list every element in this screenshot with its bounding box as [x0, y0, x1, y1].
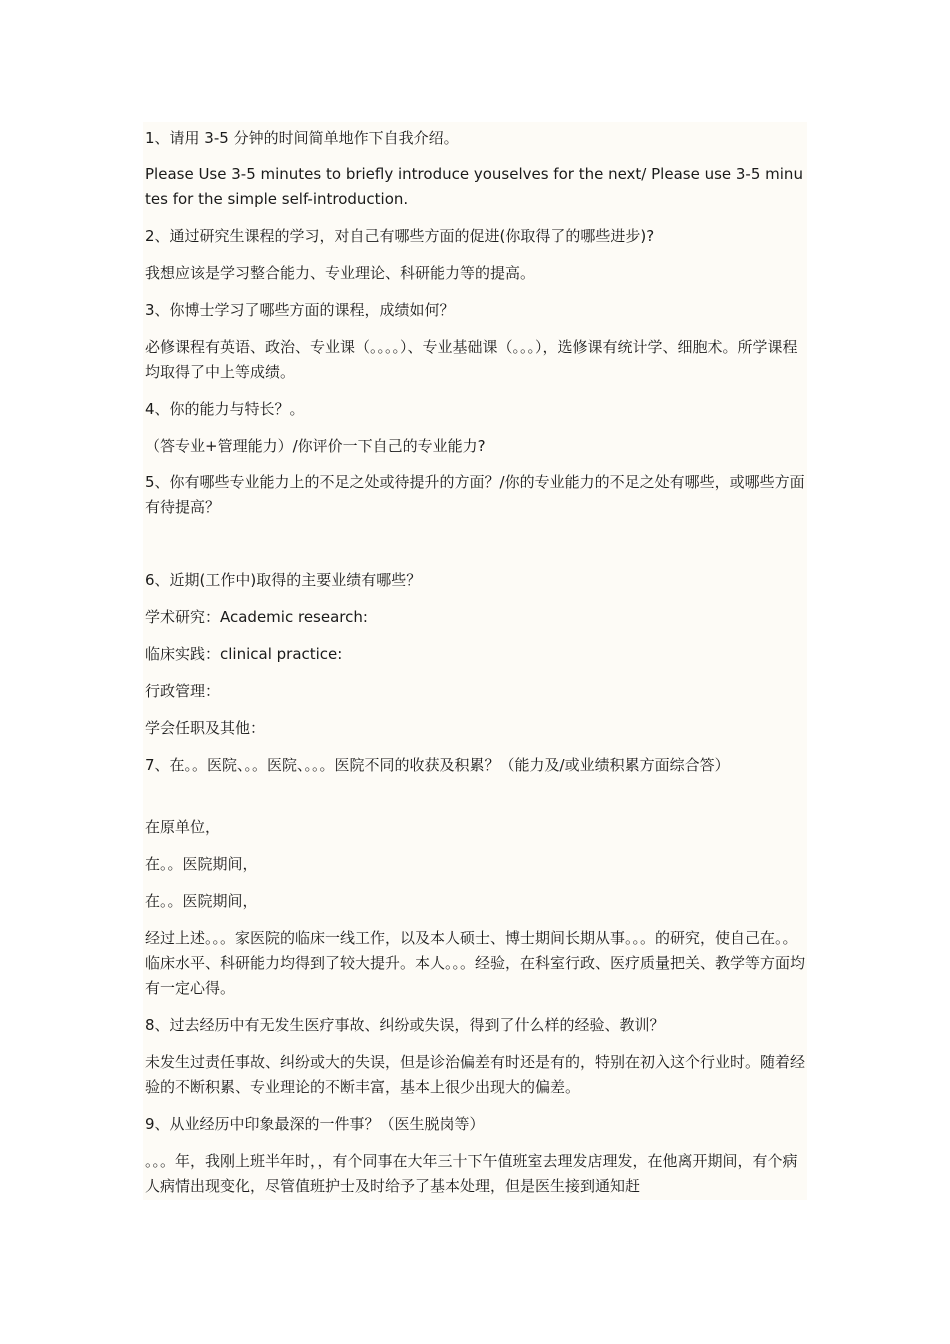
question-8: 8、过去经历中有无发生医疗事故、纠纷或失误，得到了什么样的经验、教训？ [145, 1016, 665, 1034]
question-4: 4、你的能力与特长？。 [145, 400, 305, 418]
answer-9: 。。。年，我刚上班半年时，，有个同事在大年三十下午值班室去理发店理发，在他离开期间，有个病人病情出现变化，尽管值班护士及时给予了基本处理，但是医生接到通知赶 [145, 1152, 798, 1195]
answer-6-academic: 学术研究：Academic research: [145, 608, 368, 626]
answer-7-summary: 经过上述。。。家医院的临床一线工作，以及本人硕士、博士期间长期从事。。。的研究，使自己在。。临床水平、科研能力均得到了较大提升。本人。。。经验，在科室行政、医疗质量把关、教学等方面均有一定心得。 [145, 929, 806, 997]
answer-6-clinical: 临床实践：clinical practice: [145, 645, 343, 663]
question-6: 6、近期(工作中)取得的主要业绩有哪些？ [145, 571, 422, 589]
answer-2: 我想应该是学习整合能力、专业理论、科研能力等的提高。 [145, 264, 536, 282]
answer-3: 必修课程有英语、政治、专业课（。。。。）、专业基础课（。。。），选修课有统计学、细胞术。所学课程均取得了中上等成绩。 [145, 338, 798, 381]
answer-8: 未发生过责任事故、纠纷或大的失误，但是诊治偏差有时还是有的，特别在初入这个行业时。随着经验的不断积累、专业理论的不断丰富，基本上很少出现大的偏差。 [145, 1053, 806, 1096]
answer-7-original-unit: 在原单位， [145, 818, 221, 836]
question-7: 7、在。。医院、。。医院、。。。医院不同的收获及积累？（能力及/或业绩积累方面综合答） [145, 756, 730, 774]
answer-6-society: 学会任职及其他： [145, 719, 266, 737]
answer-4: （答专业+管理能力）/你评价一下自己的专业能力? [145, 437, 486, 455]
question-5: 5、你有哪些专业能力上的不足之处或待提升的方面？/你的专业能力的不足之处有哪些，或哪些方面有待提高？ [145, 473, 805, 516]
question-9: 9、从业经历中印象最深的一件事？（医生脱岗等） [145, 1115, 485, 1133]
question-2: 2、通过研究生课程的学习，对自己有哪些方面的促进(你取得了的哪些进步)? [145, 227, 655, 245]
question-3: 3、你博士学习了哪些方面的课程，成绩如何？ [145, 301, 455, 319]
document-page [143, 122, 807, 1200]
answer-7-hospital-b: 在。。医院期间， [145, 892, 258, 910]
question-1: 1、请用 3-5 分钟的时间简单地作下自我介绍。 [145, 129, 459, 147]
answer-1-english: Please Use 3-5 minutes to briefly introduce youselves for the next/ Please use 3-5 minutes for the simple self-introduction. [145, 165, 803, 208]
answer-7-hospital-a: 在。。医院期间， [145, 855, 258, 873]
answer-6-administration: 行政管理： [145, 682, 221, 700]
